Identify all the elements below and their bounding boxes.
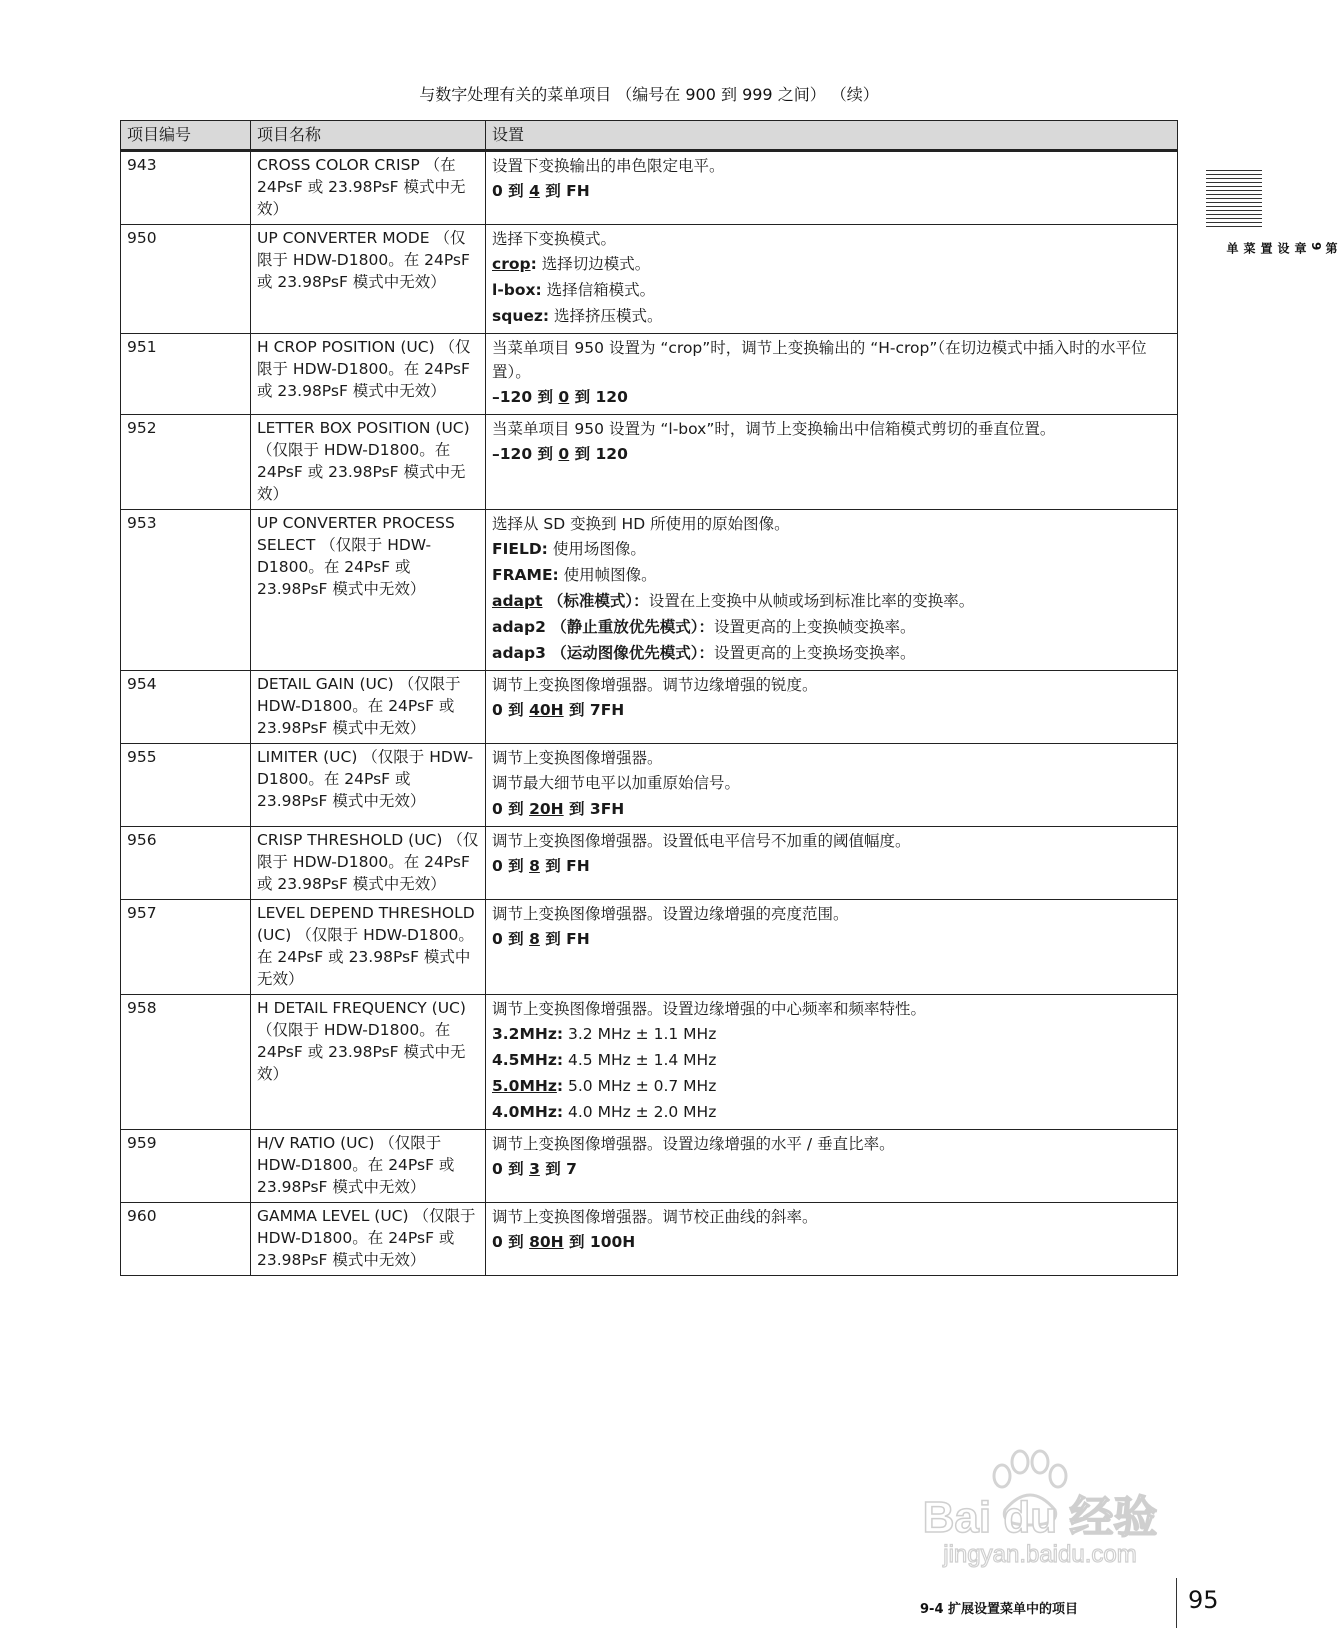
default-value: 4 [529,182,540,200]
settings-line [492,562,1171,588]
settings-text: 0 到 [492,857,530,875]
table-row [121,1203,1178,1276]
default-value: crop [492,255,531,273]
settings-text: l-box: [492,281,542,299]
item-number-cell: 955 [121,744,251,827]
settings-text: 到 7 [539,1160,577,1178]
settings-text: 4.0MHz: [492,1103,564,1121]
table-row [121,415,1178,510]
settings-text: 到 FH [539,182,590,200]
settings-text: 设置在上变换中从帧或场到标准比率的变换率。 [648,592,975,610]
settings-text: : [530,255,537,273]
settings-line [492,829,1171,853]
table-row [121,225,1178,334]
settings-text: 到 120 [569,388,628,406]
watermark-main-text: Bai du 经验 [922,1493,1158,1542]
table-row [121,510,1178,671]
item-number-cell: 952 [121,415,251,510]
table-row [121,334,1178,415]
settings-line [492,640,1171,666]
settings-line [492,441,1171,467]
settings-text: 0 到 [492,930,530,948]
chapter-side-tab [1206,170,1338,256]
settings-line [492,614,1171,640]
settings-cell [486,900,1178,995]
default-value: 5.0MHz [492,1077,557,1095]
settings-cell [486,225,1178,334]
settings-line [492,902,1171,926]
settings-line [492,697,1171,723]
page-number: 95 [1188,1586,1219,1614]
side-tab-stripes [1206,170,1262,230]
settings-text: 到 7FH [563,701,625,719]
settings-text: 到 100H [563,1233,636,1251]
settings-line [492,673,1171,697]
settings-line [492,1073,1171,1099]
settings-cell [486,151,1178,225]
settings-text: : [556,1077,564,1095]
settings-line [492,227,1171,251]
settings-line [492,336,1171,384]
settings-text: 4.5 MHz ± 1.4 MHz [563,1051,717,1069]
settings-text: 调节上变换图像增强器。设置边缘增强的水平 / 垂直比率。 [492,1135,895,1153]
settings-text: 调节上变换图像增强器。调节边缘增强的锐度。 [492,676,818,694]
settings-cell [486,334,1178,415]
item-number-cell: 957 [121,900,251,995]
settings-line [492,1047,1171,1073]
settings-text: 选择下变换模式。 [492,230,617,248]
settings-line [492,926,1171,952]
settings-line [492,1229,1171,1255]
settings-line [492,154,1171,178]
settings-text: 3.2 MHz ± 1.1 MHz [563,1025,717,1043]
footer-section-title: 9-4 扩展设置菜单中的项目 [920,1602,1079,1617]
settings-text: 调节上变换图像增强器。设置边缘增强的亮度范围。 [492,905,849,923]
item-number-cell: 960 [121,1203,251,1276]
table-row [121,827,1178,900]
settings-text: 选择从 SD 变换到 HD 所使用的原始图像。 [492,515,790,533]
item-name-cell: CROSS COLOR CRISP （在 24PsF 或 23.98PsF 模式中无效） [251,151,486,225]
settings-text: 选择信箱模式。 [541,281,656,299]
default-value: 3 [529,1160,540,1178]
menu-items-table [120,120,1178,1276]
side-tab-label: 第 9 章 设置菜单 [1225,242,1338,256]
default-value: 8 [529,857,540,875]
settings-line [492,1205,1171,1229]
default-value: 40H [529,701,564,719]
table-row [121,995,1178,1130]
settings-line [492,303,1171,329]
item-number-cell: 959 [121,1130,251,1203]
table-body [121,151,1178,1276]
settings-line [492,277,1171,303]
settings-line [492,746,1171,770]
settings-text: 调节上变换图像增强器。设置低电平信号不加重的阈值幅度。 [492,832,911,850]
settings-cell [486,827,1178,900]
header-settings: 设置 [486,121,1178,151]
settings-line [492,251,1171,277]
settings-line [492,417,1171,441]
header-item-name: 项目名称 [251,121,486,151]
item-name-cell: H/V RATIO (UC) （仅限于 HDW-D1800。在 24PsF 或 23.98PsF 模式中无效） [251,1130,486,1203]
settings-line [492,1099,1171,1125]
footer-divider [1176,1578,1177,1628]
settings-text: 调节上变换图像增强器。设置边缘增强的中心频率和频率特性。 [492,1000,927,1018]
settings-text: 5.0 MHz ± 0.7 MHz [563,1077,717,1095]
item-number-cell: 943 [121,151,251,225]
settings-cell [486,1130,1178,1203]
settings-text: 当菜单项目 950 设置为 “l-box”时，调节上变换输出中信箱模式剪切的垂直位置。 [492,420,1056,438]
settings-text: FRAME: [492,566,559,584]
settings-text: 当菜单项目 950 设置为 “crop”时，调节上变换输出的 “H-crop”（在切边模式中插入时的水平位置）。 [492,339,1147,381]
item-number-cell: 954 [121,671,251,744]
settings-text: 设置更高的上变换帧变换率。 [714,618,916,636]
settings-text: 调节上变换图像增强器。调节校正曲线的斜率。 [492,1208,818,1226]
item-name-cell: DETAIL GAIN (UC) （仅限于 HDW-D1800。在 24PsF 或 23.98PsF 模式中无效） [251,671,486,744]
table-row [121,744,1178,827]
settings-text: squez: [492,307,550,325]
settings-line [492,770,1171,796]
settings-text: 使用场图像。 [547,540,646,558]
settings-cell [486,744,1178,827]
settings-text: –120 到 [492,445,559,463]
item-name-cell: CRISP THRESHOLD (UC) （仅限于 HDW-D1800。在 24PsF 或 23.98PsF 模式中无效） [251,827,486,900]
item-name-cell: H CROP POSITION (UC) （仅限于 HDW-D1800。在 24PsF 或 23.98PsF 模式中无效） [251,334,486,415]
settings-text: adap3 （运动图像优先模式）： [492,644,715,662]
settings-line [492,178,1171,204]
settings-cell [486,415,1178,510]
settings-text: 0 到 [492,182,530,200]
watermark-sub-text: jingyan.baidu.com [943,1541,1137,1568]
default-value: 80H [529,1233,564,1251]
settings-text: adap2 （静止重放优先模式）： [492,618,715,636]
table-header-row [121,121,1178,151]
item-number-cell: 958 [121,995,251,1130]
item-name-cell: H DETAIL FREQUENCY (UC) （仅限于 HDW-D1800。在 24PsF 或 23.98PsF 模式中无效） [251,995,486,1130]
settings-cell [486,1203,1178,1276]
settings-text: 4.0 MHz ± 2.0 MHz [563,1103,717,1121]
item-name-cell: LEVEL DEPEND THRESHOLD (UC) （仅限于 HDW-D1800。在 24PsF 或 23.98PsF 模式中无效） [251,900,486,995]
settings-cell [486,510,1178,671]
item-name-cell: GAMMA LEVEL (UC) （仅限于 HDW-D1800。在 24PsF 或 23.98PsF 模式中无效） [251,1203,486,1276]
baidu-watermark [890,1440,1190,1570]
default-value: 8 [529,930,540,948]
settings-text: 0 到 [492,800,530,818]
table-row [121,900,1178,995]
settings-cell [486,995,1178,1130]
settings-line [492,1156,1171,1182]
header-item-number: 项目编号 [121,121,251,151]
settings-text: 使用帧图像。 [558,566,657,584]
settings-text: 选择挤压模式。 [549,307,663,325]
settings-text: 到 FH [539,930,590,948]
settings-text: 到 3FH [563,800,625,818]
settings-text: 调节上变换图像增强器。 [492,749,663,767]
item-name-cell: LETTER BOX POSITION (UC) （仅限于 HDW-D1800。在 24PsF 或 23.98PsF 模式中无效） [251,415,486,510]
settings-text: 0 到 [492,1233,530,1251]
settings-line [492,853,1171,879]
settings-text: 0 到 [492,701,530,719]
table-row [121,671,1178,744]
settings-line [492,796,1171,822]
settings-line [492,1132,1171,1156]
settings-line [492,588,1171,614]
settings-text: FIELD: [492,540,548,558]
settings-line [492,512,1171,536]
item-number-cell: 953 [121,510,251,671]
settings-text: 选择切边模式。 [536,255,651,273]
settings-text: 设置更高的上变换场变换率。 [714,644,916,662]
settings-text: 设置下变换输出的串色限定电平。 [492,157,725,175]
item-name-cell: LIMITER (UC) （仅限于 HDW-D1800。在 24PsF 或 23.98PsF 模式中无效） [251,744,486,827]
item-number-cell: 950 [121,225,251,334]
settings-text: 到 FH [539,857,590,875]
table-row [121,151,1178,225]
item-name-cell: UP CONVERTER PROCESS SELECT （仅限于 HDW-D1800。在 24PsF 或 23.98PsF 模式中无效） [251,510,486,671]
item-number-cell: 951 [121,334,251,415]
default-value: 20H [529,800,564,818]
settings-text: 调节最大细节电平以加重原始信号。 [492,774,741,792]
item-name-cell: UP CONVERTER MODE （仅限于 HDW-D1800。在 24PsF 或 23.98PsF 模式中无效） [251,225,486,334]
settings-line [492,384,1171,410]
settings-cell [486,671,1178,744]
settings-text: –120 到 [492,388,559,406]
page-title: 与数字处理有关的菜单项目 （编号在 900 到 999 之间） （续） [419,85,879,104]
table-row [121,1130,1178,1203]
default-value: 0 [558,445,570,463]
default-value: adapt [492,592,543,610]
item-number-cell: 956 [121,827,251,900]
settings-line [492,536,1171,562]
settings-text: 到 120 [569,445,628,463]
settings-text: （标准模式）： [542,592,649,610]
settings-line [492,1021,1171,1047]
settings-text: 0 到 [492,1160,530,1178]
settings-text: 4.5MHz: [492,1051,564,1069]
settings-text: 3.2MHz: [492,1025,564,1043]
settings-line [492,997,1171,1021]
default-value: 0 [558,388,570,406]
